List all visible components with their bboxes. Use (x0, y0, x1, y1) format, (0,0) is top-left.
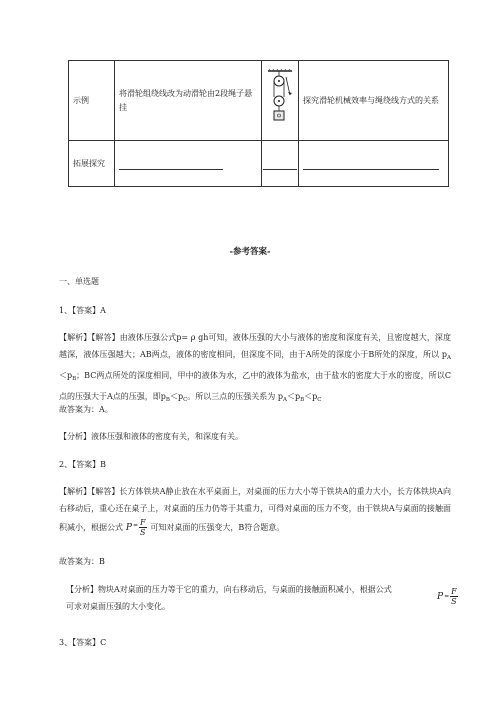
section-heading: 一、单选题 (59, 277, 99, 286)
q2-note: 【分析】物块A对桌面的压力等于它的重力，向右移动后，与桌面的接触面积减小，根据公式 可求对桌面压强的大小变化。 (66, 585, 392, 611)
q2-conclusion: 故答案为：B (59, 557, 105, 566)
q1-note: 【分析】液体压强和液体的密度有关，和深度有关。 (59, 432, 243, 441)
pressure-formula-right: P = $\frac{F}{S}$ (437, 587, 457, 606)
blank-cell-method (115, 141, 262, 187)
table-row-extension (69, 141, 449, 187)
modification-method-cell: 将滑轮组绕线改为动滑轮由2段绳子悬挂 (115, 61, 262, 141)
q3-answer: 3、【答案】C (59, 638, 107, 647)
q1-conclusion: 故答案为：A。 (59, 405, 113, 414)
row-label-extension: 拓展探究 (69, 141, 115, 187)
table-row-example (69, 61, 449, 141)
q1-analysis: 【解析】【解答】由液体压强公式p= ρ gh可知，液体压强的大小与液体的密度和深度有关，且密度越大，深度越深，液体压强越大；AB两点，液体的密度相同，但深度不同，由于A所处的深度小于B所处的深度，所以 $p_A<p_B$；BC两点所处的深度相同，甲中的液体为水，乙中的液体为盐水，由于盐水的密度大于水的密度，所以C点的压强大于A点的压强，即$p_B<p_C$。所以三点的压强关系为 $p_A<p_B<p_C$ (59, 333, 451, 403)
q2-answer: 2、【答案】B (59, 460, 106, 469)
answer-key-title: -参考答案- (229, 247, 271, 257)
pressure-formula: P= $\frac{F}{S}$ (125, 518, 146, 537)
blank-cell-diagram (262, 141, 299, 187)
q1-answer: 1、【答案】A (59, 306, 106, 315)
answer-blank-line[interactable] (303, 157, 439, 170)
row-label-example: 示例 (69, 61, 115, 141)
blank-cell-inquiry (299, 141, 449, 187)
experiment-table (68, 60, 449, 187)
pulley-diagram-cell (262, 61, 299, 141)
q2-analysis: 【解析】【解答】长方体铁块A静止放在水平桌面上，对桌面的压力大小等于铁块A的重力大小，长方体铁块A向右移动后，重心还在桌子上，对桌面的压力仍等于其重力，可得对桌面的压力不变，由于铁块A与桌面的接触面积减小，根据公式 P= $\frac{F}{S}$ 可知对桌面的压强变大，B符合题意。 (59, 487, 451, 537)
inquiry-topic-cell: 探究滑轮机械效率与绳绕线方式的关系 (299, 61, 449, 141)
pulley-diagram-icon (264, 67, 296, 129)
answer-blank-line[interactable] (263, 157, 297, 170)
answer-blank-line[interactable] (119, 157, 223, 170)
